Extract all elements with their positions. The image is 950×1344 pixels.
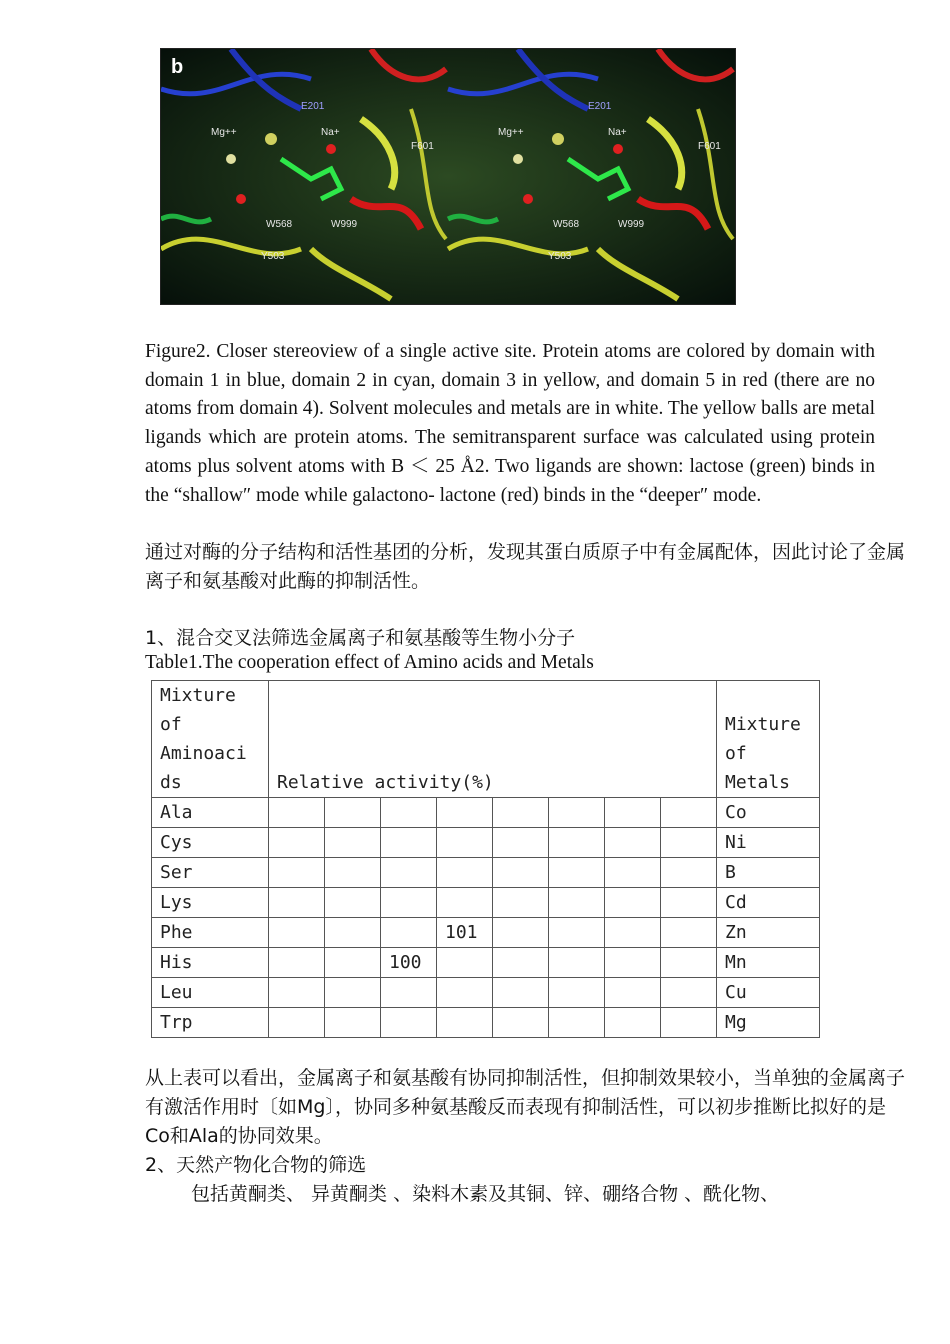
activity-cell (605, 1008, 661, 1038)
activity-cell (605, 978, 661, 1008)
results-section (145, 1064, 905, 1209)
activity-cell (493, 1008, 549, 1038)
activity-cell (381, 978, 437, 1008)
activity-cell (493, 888, 549, 918)
activity-cell (437, 798, 493, 828)
table-row (152, 828, 820, 858)
svg-text:Y503: Y503 (548, 251, 572, 262)
activity-cell (381, 798, 437, 828)
activity-cell (437, 828, 493, 858)
amino-acid-cell: Cys (152, 828, 269, 858)
activity-cell: 100 (381, 948, 437, 978)
activity-cell (381, 918, 437, 948)
activity-cell (437, 888, 493, 918)
activity-cell (269, 978, 325, 1008)
activity-cell (661, 1008, 717, 1038)
activity-cell (325, 858, 381, 888)
table-row (152, 858, 820, 888)
table-row (152, 978, 820, 1008)
activity-cell (269, 918, 325, 948)
activity-cell (269, 798, 325, 828)
activity-cell (605, 888, 661, 918)
amino-acid-cell: Ser (152, 858, 269, 888)
stereo-image (161, 49, 735, 304)
svg-text:E201: E201 (301, 101, 325, 112)
data-table (151, 680, 820, 1038)
activity-cell (381, 1008, 437, 1038)
metal-cell: Ni (717, 828, 820, 858)
activity-cell (549, 918, 605, 948)
activity-cell (605, 858, 661, 888)
table-row (152, 1008, 820, 1038)
metal-cell: Co (717, 798, 820, 828)
activity-cell (493, 858, 549, 888)
metal-cell: Cd (717, 888, 820, 918)
activity-cell (325, 978, 381, 1008)
activity-cell (493, 828, 549, 858)
svg-text:W568: W568 (266, 219, 293, 230)
amino-acid-cell: His (152, 948, 269, 978)
paragraph-results: 从上表可以看出，金属离子和氨基酸有协同抑制活性，但抑制效果较小，当单独的金属离子有激活作用时〔如Mg〕，协同多种氨基酸反而表现有抑制活性，可以初步推断比拟好的是Co和Ala的协同效果。 (145, 1067, 906, 1147)
activity-cell (325, 948, 381, 978)
activity-cell (661, 918, 717, 948)
activity-cell (325, 798, 381, 828)
activity-cell (437, 948, 493, 978)
activity-cell (661, 858, 717, 888)
amino-acid-cell: Leu (152, 978, 269, 1008)
activity-cell (549, 798, 605, 828)
table-row (152, 888, 820, 918)
activity-cell (549, 1008, 605, 1038)
activity-cell (661, 828, 717, 858)
activity-cell (605, 948, 661, 978)
activity-cell (325, 888, 381, 918)
table-row (152, 798, 820, 828)
activity-cell (549, 978, 605, 1008)
activity-cell (325, 1008, 381, 1038)
svg-text:W568: W568 (553, 219, 580, 230)
activity-cell (381, 828, 437, 858)
svg-text:Y503: Y503 (261, 251, 285, 262)
svg-text:Mg++: Mg++ (211, 127, 237, 138)
activity-cell (269, 888, 325, 918)
activity-cell (269, 1008, 325, 1038)
metal-cell: Cu (717, 978, 820, 1008)
section-heading-1: 1、混合交叉法筛选金属离子和氨基酸等生物小分子 (145, 627, 576, 649)
activity-cell (549, 948, 605, 978)
activity-cell (381, 858, 437, 888)
header-amino-acids: Mixture of Aminoaci ds (152, 681, 269, 798)
activity-cell (437, 1008, 493, 1038)
svg-text:F601: F601 (698, 141, 721, 152)
table-header-row (152, 681, 820, 798)
stereo-figure (160, 48, 736, 305)
svg-text:Na+: Na+ (608, 127, 627, 138)
activity-cell (661, 888, 717, 918)
activity-cell (549, 888, 605, 918)
activity-cell (269, 858, 325, 888)
table-row (152, 948, 820, 978)
section-heading-2: 2、天然产物化合物的筛选 (145, 1154, 367, 1176)
activity-cell (605, 828, 661, 858)
activity-cell (493, 918, 549, 948)
header-metals: Mixture of Metals (717, 681, 820, 798)
figure-caption: Figure2. Closer stereoview of a single active site. Protein atoms are colored by domain with domain 1 in blue, domain 2 in cyan, domain 3 in yellow, and domain 5 in red (there are no atoms from domain 4). Solvent molecules and metals are in white. The yellow balls are metal ligands which are protein atoms. The semitransparent surface was calculated using protein atoms plus solvent atoms with B ＜ 25 Å2. Two ligands are shown: lactose (green) binds in the “shallow″ mode while galactono- lactone (red) binds in the “deeper″ mode. (145, 341, 875, 506)
amino-acid-cell: Trp (152, 1008, 269, 1038)
activity-cell (269, 948, 325, 978)
amino-acid-cell: Ala (152, 798, 269, 828)
table-row (152, 918, 820, 948)
metal-cell: Mg (717, 1008, 820, 1038)
activity-cell (661, 798, 717, 828)
activity-cell (549, 828, 605, 858)
svg-text:F601: F601 (411, 141, 434, 152)
svg-text:W999: W999 (331, 219, 358, 230)
paragraph-intro: 通过对酶的分子结构和活性基团的分析，发现其蛋白质原子中有金属配体，因此讨论了金属离子和氨基酸对此酶的抑制活性。 (145, 541, 906, 592)
activity-cell (493, 978, 549, 1008)
table-title: Table1.The cooperation effect of Amino acids and Metals (145, 652, 594, 673)
svg-text:W999: W999 (618, 219, 645, 230)
svg-text:Mg++: Mg++ (498, 127, 524, 138)
header-relative-activity: Relative activity(%) (269, 681, 717, 798)
amino-acid-cell: Lys (152, 888, 269, 918)
activity-cell (549, 858, 605, 888)
activity-cell (437, 858, 493, 888)
metal-cell: B (717, 858, 820, 888)
activity-cell (605, 918, 661, 948)
activity-cell: 101 (437, 918, 493, 948)
activity-cell (325, 828, 381, 858)
activity-cell (661, 948, 717, 978)
activity-cell (493, 798, 549, 828)
paragraph-natural-products: 包括黄酮类、 异黄酮类 、染料木素及其铜、锌、硼络合物 、酰化物、 (191, 1183, 780, 1205)
activity-cell (493, 948, 549, 978)
activity-cell (325, 918, 381, 948)
activity-cell (661, 978, 717, 1008)
metal-cell: Zn (717, 918, 820, 948)
activity-cell (605, 798, 661, 828)
svg-text:E201: E201 (588, 101, 612, 112)
activity-cell (437, 978, 493, 1008)
activity-cell (269, 828, 325, 858)
panel-label: b (171, 56, 184, 78)
activity-cell (381, 888, 437, 918)
metal-cell: Mn (717, 948, 820, 978)
svg-text:Na+: Na+ (321, 127, 340, 138)
amino-acid-cell: Phe (152, 918, 269, 948)
